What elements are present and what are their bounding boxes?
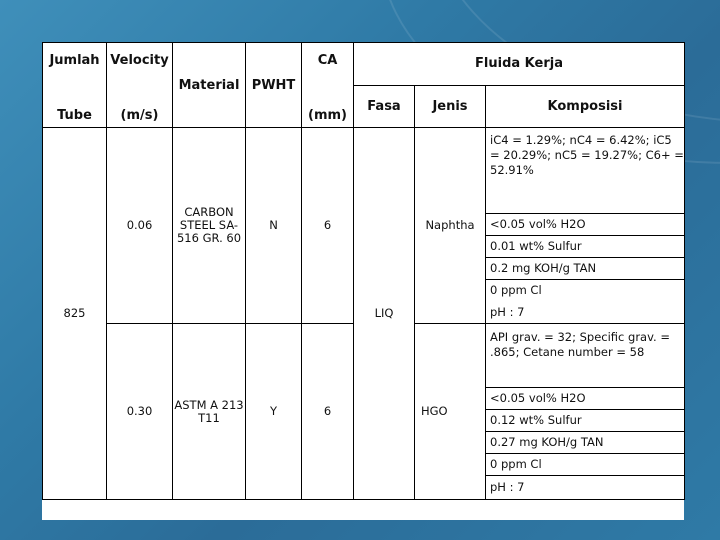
header-ca-unit: (mm) bbox=[308, 108, 347, 123]
row2-komposisi-5: pH : 7 bbox=[486, 476, 685, 500]
header-material: Material bbox=[173, 43, 246, 128]
row1-komposisi-1: <0.05 vol% H2O bbox=[486, 214, 685, 236]
row1-material: CARBON STEEL SA-516 GR. 60 bbox=[173, 128, 246, 324]
header-ca-label: CA bbox=[317, 53, 338, 68]
row2-komposisi-1: <0.05 vol% H2O bbox=[486, 388, 685, 410]
header-velocity-label: Velocity bbox=[110, 53, 169, 68]
header-komposisi: Komposisi bbox=[486, 85, 685, 128]
row2-komposisi-4: 0 ppm Cl bbox=[486, 454, 685, 476]
row2-material: ASTM A 213 T11 bbox=[173, 324, 246, 500]
row1-komposisi-5: pH : 7 bbox=[486, 302, 685, 324]
data-table-sheet bbox=[42, 42, 684, 520]
header-fasa: Fasa bbox=[354, 85, 415, 128]
header-ca bbox=[302, 43, 354, 128]
header-velocity-unit: (m/s) bbox=[120, 108, 159, 123]
row1-ca: 6 bbox=[302, 128, 354, 324]
header-jenis: Jenis bbox=[415, 85, 486, 128]
row2-komposisi-2: 0.12 wt% Sulfur bbox=[486, 410, 685, 432]
row2-ca: 6 bbox=[302, 324, 354, 500]
header-jumlah-tube bbox=[43, 43, 107, 128]
row1-jenis: Naphtha bbox=[415, 128, 486, 324]
jumlah-tube-value: 825 bbox=[43, 128, 107, 500]
row1-komposisi-2: 0.01 wt% Sulfur bbox=[486, 236, 685, 258]
header-tube: Tube bbox=[57, 108, 92, 123]
row2-komposisi-3: 0.27 mg KOH/g TAN bbox=[486, 432, 685, 454]
row1-velocity: 0.06 bbox=[107, 128, 173, 324]
row2-pwht: Y bbox=[246, 324, 302, 500]
header-fluida-kerja: Fluida Kerja bbox=[354, 43, 685, 86]
row2-velocity: 0.30 bbox=[107, 324, 173, 500]
header-jumlah: Jumlah bbox=[49, 53, 100, 68]
fluid-data-table bbox=[42, 42, 685, 500]
header-pwht: PWHT bbox=[246, 43, 302, 128]
header-velocity bbox=[107, 43, 173, 128]
fasa-value: LIQ bbox=[354, 128, 415, 500]
row1-komposisi-0: iC4 = 1.29%; nC4 = 6.42%; iC5 = 20.29%; nC5 = 19.27%; C6+ = 52.91% bbox=[486, 128, 685, 214]
row1-pwht: N bbox=[246, 128, 302, 324]
row2-komposisi-0: API grav. = 32; Specific grav. = .865; Cetane number = 58 bbox=[486, 324, 685, 388]
row1-komposisi-4: 0 ppm Cl bbox=[486, 280, 685, 302]
row2-jenis: HGO bbox=[415, 324, 486, 500]
row1-komposisi-3: 0.2 mg KOH/g TAN bbox=[486, 258, 685, 280]
